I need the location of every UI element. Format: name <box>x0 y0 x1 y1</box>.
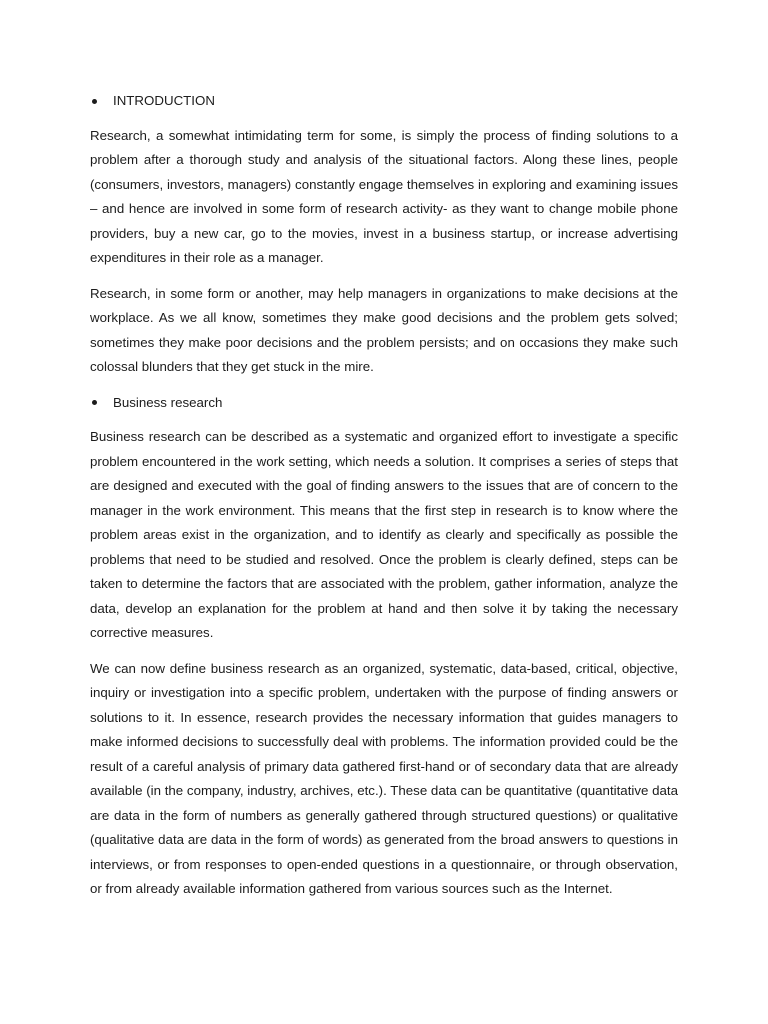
paragraph: Research, in some form or another, may help managers in organizations to make decisions at the workplace. As we all know, sometimes they make good decisions and the problem gets solved; sometimes they make poor decisions and the problem persists; and on occasions they make such colossal blunders that they get stuck in the mire. <box>90 285 678 374</box>
document-page <box>90 89 678 913</box>
bullet-icon <box>92 99 97 104</box>
paragraph: Business research can be described as a systematic and organized effort to investigate a specific problem encountered in the work setting, which needs a solution. It comprises a series of steps that are designed and executed with the goal of finding answers to the issues that are of concern to the manager in the work environment. This means that the first step in research is to know where the problem areas exist in the organization, and to identify as clearly and specifically as possible the problems that need to be studied and resolved. Once the problem is clearly defined, steps can be taken to determine the factors that are associated with the problem, gather information, analyze the data, develop an explanation for the problem at hand and then solve it by taking the necessary corrective measures. <box>90 429 678 640</box>
heading-text: INTRODUCTION <box>113 93 215 108</box>
section-heading-introduction <box>90 89 678 114</box>
paragraph: Research, a somewhat intimidating term for some, is simply the process of finding solutions to a problem after a thorough study and analysis of the situational factors. Along these lines, people (consumers, investors, managers) constantly engage themselves in exploring and examining issues – and hence are involved in some form of research activity- as they want to change mobile phone providers, buy a new car, go to the movies, invest in a business startup, or increase advertising expenditures in their role as a manager. <box>90 127 678 265</box>
heading-text: Business research <box>113 394 223 410</box>
section-heading-business-research <box>90 391 678 416</box>
paragraph: We can now define business research as an organized, systematic, data-based, critical, objective, inquiry or investigation into a specific problem, undertaken with the purpose of finding answers or solutions to it. In essence, research provides the necessary information that guides managers to make informed decisions to successfully deal with problems. The information provided could be the result of a careful analysis of primary data gathered first-hand or of secondary data that are already available (in the company, industry, archives, etc.). These data can be quantitative (quantitative data are data in the form of numbers as generally gathered through structured questions) or qualitative (qualitative data are data in the form of words) as generated from the broad answers to questions in interviews, or from responses to open-ended questions in a questionnaire, or through observation, or from already available information gathered from various sources such as the Internet. <box>90 660 678 896</box>
bullet-icon <box>92 400 97 405</box>
